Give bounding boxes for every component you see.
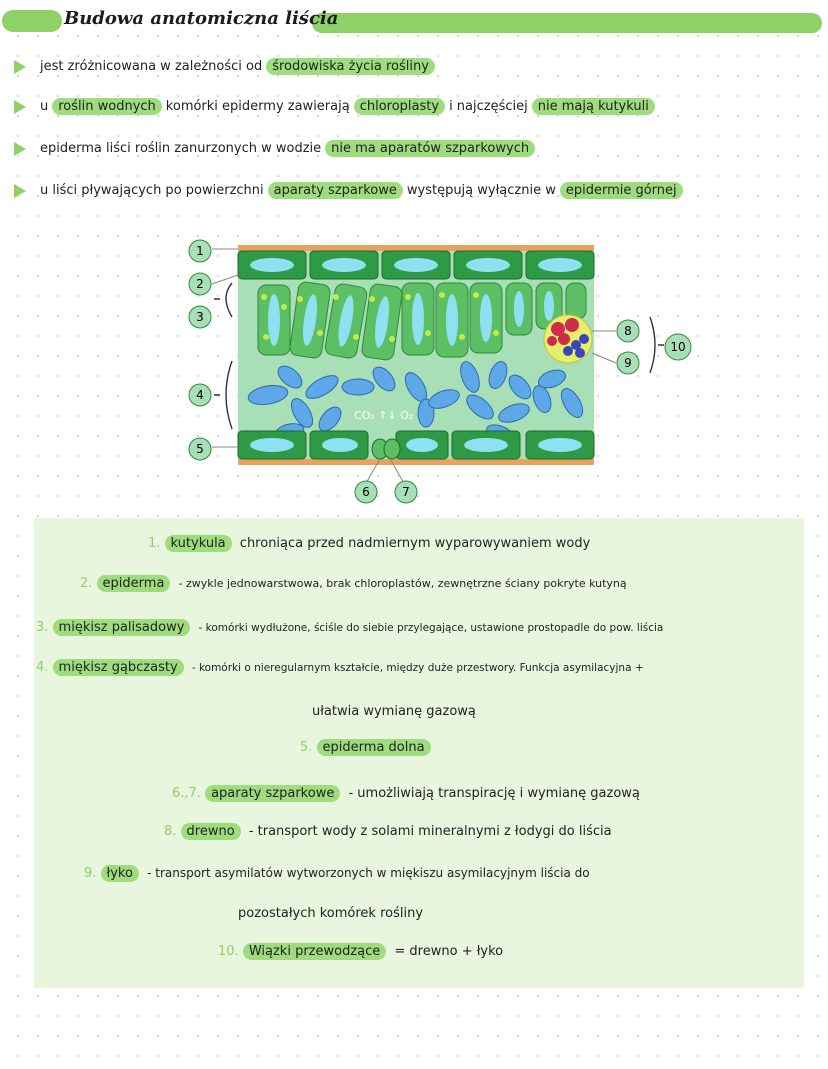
description-number: 1. [148, 536, 161, 551]
bullet-highlight: chloroplasty [354, 98, 445, 115]
lower-epidermis [238, 431, 594, 459]
description-term: miękisz gąbczasty [53, 659, 184, 676]
bullet-item [14, 182, 683, 199]
diagram-label: 6 [362, 485, 370, 499]
diagram-label: 2 [196, 277, 204, 291]
description-term: kutykula [165, 535, 232, 552]
diagram-label: 9 [624, 356, 632, 370]
cuticle-upper [238, 245, 594, 251]
description-text: - komórki wydłużone, ściśle do siebie przylegające, ustawione prostopadle do pow. liścia [198, 622, 664, 634]
description-item [218, 944, 503, 959]
description-text: = drewno + łyko [394, 944, 504, 959]
description-term: epiderma [97, 575, 171, 592]
page-title: Budowa anatomiczna liścia [64, 8, 339, 29]
description-term: drewno [181, 823, 241, 840]
description-number: 6.,7. [172, 786, 201, 801]
description-number: 5. [300, 740, 313, 755]
bullet-triangle-icon [14, 60, 26, 74]
vascular-bundle [544, 315, 592, 363]
upper-epidermis [238, 251, 594, 279]
diagram-label: 8 [624, 324, 632, 338]
description-item [36, 660, 644, 675]
bullet-highlight: roślin wodnych [52, 98, 162, 115]
description-text: - zwykle jednowarstwowa, brak chloroplastów, zewnętrzne ściany pokryte kutyną [178, 577, 627, 590]
leaf-cross-section-diagram [180, 237, 710, 507]
description-item [172, 786, 640, 801]
gas-exchange-label: CO₂ ↑↓ O₂ [354, 409, 414, 422]
diagram-label: 4 [196, 388, 204, 402]
bullet-highlight: epidermie górnej [560, 182, 683, 199]
title-decoration-left [2, 10, 62, 32]
description-text: - transport asymilatów wytworzonych w miękiszu asymilacyjnym liścia do [147, 866, 590, 880]
diagram-label: 3 [196, 310, 204, 324]
description-text: - transport wody z solami mineralnymi z łodygi do liścia [248, 824, 612, 839]
description-term: epiderma dolna [317, 739, 431, 756]
description-number: 3. [36, 620, 49, 635]
description-item [164, 824, 612, 839]
description-number: 4. [36, 660, 49, 675]
description-item [36, 620, 663, 635]
bullet-text: u liści pływających po powierzchni [40, 183, 264, 198]
description-text: - komórki o nieregularnym kształcie, między duże przestwory. Funkcja asymilacyjna + [191, 662, 644, 674]
description-term: miękisz palisadowy [53, 619, 191, 636]
bullet-highlight: nie mają kutykuli [532, 98, 655, 115]
description-term: aparaty szparkowe [205, 785, 340, 802]
description-term: Wiązki przewodzące [243, 943, 386, 960]
bullet-text: jest zróżnicowana w zależności od [40, 59, 263, 74]
description-number: 10. [218, 944, 239, 959]
description-item [80, 576, 627, 591]
description-continuation: ułatwia wymianę gazową [312, 704, 476, 719]
bullet-text: występują wyłącznie w [406, 183, 556, 198]
bullet-text: epiderma liści roślin zanurzonych w wodzie [40, 141, 322, 156]
description-text: chroniąca przed nadmiernym wyparowywaniem wody [239, 536, 591, 551]
bullet-highlight: środowiska życia rośliny [266, 58, 435, 75]
description-number: 8. [164, 824, 177, 839]
description-number: 9. [84, 866, 97, 881]
bullet-item [14, 140, 535, 157]
description-term: łyko [101, 865, 139, 882]
guard-cell [384, 439, 400, 459]
bullet-triangle-icon [14, 184, 26, 198]
bullet-triangle-icon [14, 142, 26, 156]
cuticle-lower [238, 459, 594, 465]
diagram-label: 10 [670, 340, 686, 354]
bullet-text: komórki epidermy zawierają [165, 99, 350, 114]
diagram-label: 5 [196, 442, 204, 456]
bullet-item [14, 98, 655, 115]
description-item [148, 536, 590, 551]
diagram-label: 1 [196, 244, 204, 258]
diagram-label: 7 [402, 485, 410, 499]
bullet-text: u [40, 99, 49, 114]
bullet-highlight: nie ma aparatów szparkowych [325, 140, 535, 157]
bullet-highlight: aparaty szparkowe [268, 182, 403, 199]
description-continuation: pozostałych komórek rośliny [238, 906, 424, 921]
title-decoration-bar [312, 13, 822, 33]
bullet-item [14, 58, 435, 75]
description-text: - umożliwiają transpirację i wymianę gazową [348, 786, 640, 801]
description-item [84, 866, 590, 881]
description-item [300, 740, 435, 755]
bullet-triangle-icon [14, 100, 26, 114]
bullet-text: i najczęściej [449, 99, 528, 114]
description-number: 2. [80, 576, 93, 591]
